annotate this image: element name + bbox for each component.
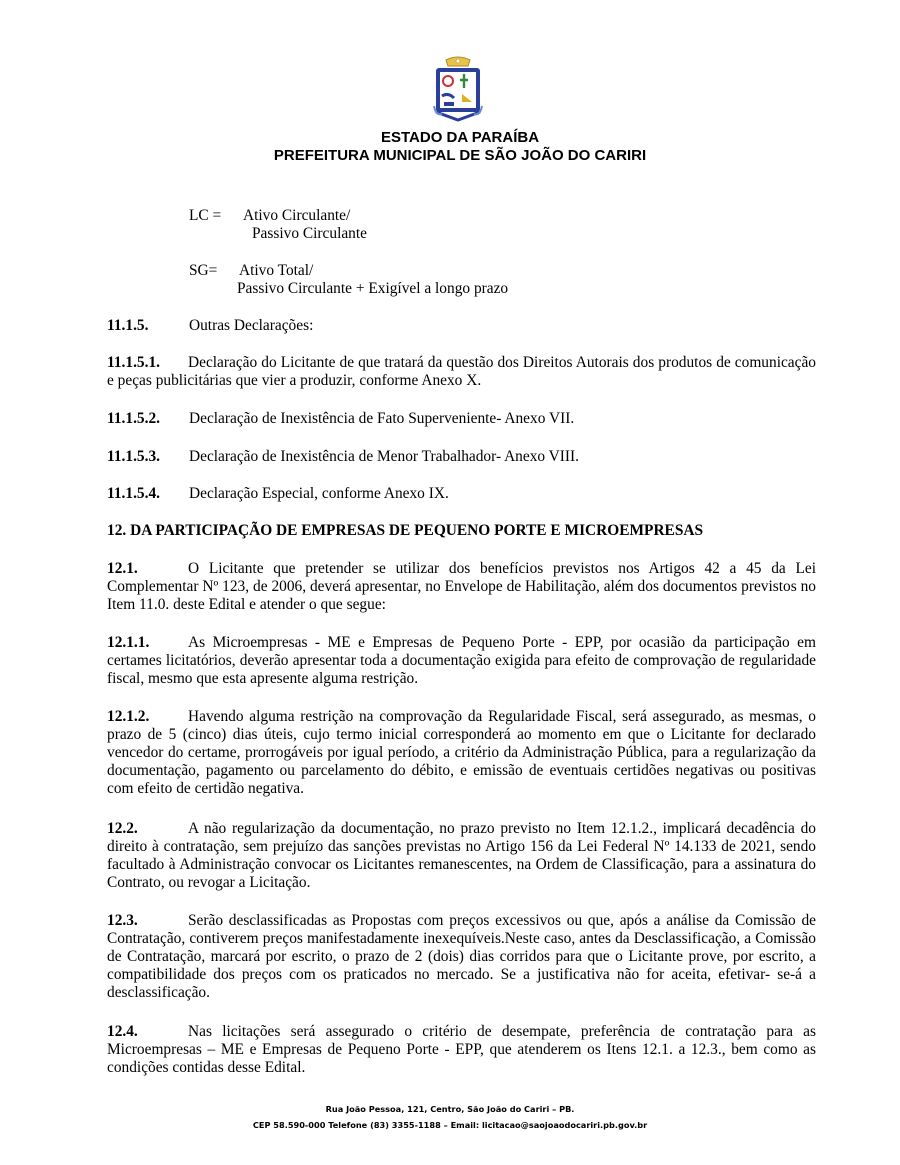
lc-formula-numerator: Ativo Circulante/	[243, 207, 351, 224]
paragraph-12-2	[107, 820, 816, 892]
municipal-coat-of-arms-icon	[432, 56, 484, 122]
item-text: Declaração de Inexistência de Menor Trabalhador- Anexo VIII.	[189, 448, 580, 465]
item-text: Nas licitações será assegurado o critério de desempate, preferência de contratação para as Microempresas – ME e Empresas de Pequeno Porte - EPP, que atenderem os Itens 12.1. a 12.3., bem como as condições contidas desse Edital.	[107, 1023, 816, 1076]
sg-formula-denominator: Passivo Circulante + Exigível a longo prazo	[237, 280, 509, 297]
item-text: As Microempresas - ME e Empresas de Pequeno Porte - EPP, por ocasião da participação em certames licitatórios, deverão apresentar toda a documentação exigida para efeito de comprovação de regularidade fiscal, mesmo que esta apresente alguma restrição.	[107, 634, 816, 687]
paragraph-11-1-5-1	[107, 354, 816, 390]
footer-contact: CEP 58.590-000 Telefone (83) 3355-1188 – Email: licitacao@saojoaodocariri.pb.gov.br	[252, 1120, 648, 1130]
item-number: 12.1.2.	[107, 708, 150, 725]
paragraph-12-1-2	[107, 708, 816, 798]
paragraph-12-1	[107, 560, 816, 614]
item-number: 12.3.	[107, 912, 138, 929]
header-state: ESTADO DA PARAÍBA	[380, 129, 540, 146]
item-number: 11.1.5.	[107, 317, 149, 334]
section-heading-12: 12. DA PARTICIPAÇÃO DE EMPRESAS DE PEQUENO PORTE E MICROEMPRESAS	[107, 522, 704, 539]
paragraph-12-3	[107, 912, 816, 1002]
item-number: 11.1.5.3.	[107, 448, 161, 465]
item-number: 12.1.1.	[107, 634, 150, 651]
item-text: Havendo alguma restrição na comprovação da Regularidade Fiscal, será assegurado, as mesmas, o prazo de 5 (cinco) dias úteis, cujo termo inicial corresponderá ao momento em que o Licitante for declarado vencedor do certame, prorrogáveis por igual período, a critério da Administração Pública, para a regularização da documentação, pagamento ou parcelamento do débito, e emissão de eventuais certidões negativas ou positivas com efeito de certidão negativa.	[107, 708, 816, 797]
paragraph-12-4	[107, 1023, 816, 1077]
item-number: 11.1.5.2.	[107, 410, 161, 427]
sg-formula-numerator: Ativo Total/	[239, 262, 314, 279]
item-text: Declaração do Licitante de que tratará da questão dos Direitos Autorais dos produtos de comunicação e peças publicitárias que vier a produzir, conforme Anexo X.	[107, 354, 816, 389]
item-number: 11.1.5.4.	[107, 485, 161, 502]
item-number: 12.2.	[107, 820, 138, 837]
lc-formula-label: LC =	[189, 207, 222, 224]
item-text: O Licitante que pretender se utilizar dos benefícios previstos nos Artigos 42 a 45 da Lei Complementar Nº 123, de 2006, deverá apresentar, no Envelope de Habilitação, além dos documentos previstos no Item 11.0. deste Edital e atender o que segue:	[107, 560, 816, 613]
item-text: Declaração de Inexistência de Fato Superveniente- Anexo VII.	[189, 410, 575, 427]
sg-formula-label: SG=	[189, 262, 218, 279]
item-number: 12.1.	[107, 560, 138, 577]
item-text: Serão desclassificadas as Propostas com preços excessivos ou que, após a análise da Comissão de Contratação, contiverem preços manifestadamente inexequíveis.Neste caso, antes da Desclassificação, a Comissão de Contratação, marcará por escrito, o prazo de 2 (dois) dias corridos para que o Licitante prove, por escrito, a compatibilidade dos preços com os praticados no mercado. Se a justificativa não for aceita, efetivar- se-á a desclassificação.	[107, 912, 816, 1001]
header-prefeitura: PREFEITURA MUNICIPAL DE SÃO JOÃO DO CARIRI	[273, 147, 647, 164]
item-number: 11.1.5.1.	[107, 354, 161, 371]
item-number: 12.4.	[107, 1023, 138, 1040]
item-text: A não regularização da documentação, no prazo previsto no Item 12.1.2., implicará decadência do direito à contratação, sem prejuízo das sanções previstas no Artigo 156 da Lei Federal Nº 14.133 de 2021, sendo facultado à Administração convocar os Licitantes remanescentes, na Ordem de Classificação, para a assinatura do Contrato, ou revogar a Licitação.	[107, 820, 816, 891]
item-text: Outras Declarações:	[189, 317, 314, 334]
footer-address: Rua João Pessoa, 121, Centro, São João do Cariri – PB.	[325, 1104, 575, 1114]
lc-formula-denominator: Passivo Circulante	[252, 225, 367, 242]
item-text: Declaração Especial, conforme Anexo IX.	[189, 485, 449, 502]
paragraph-12-1-1	[107, 634, 816, 688]
